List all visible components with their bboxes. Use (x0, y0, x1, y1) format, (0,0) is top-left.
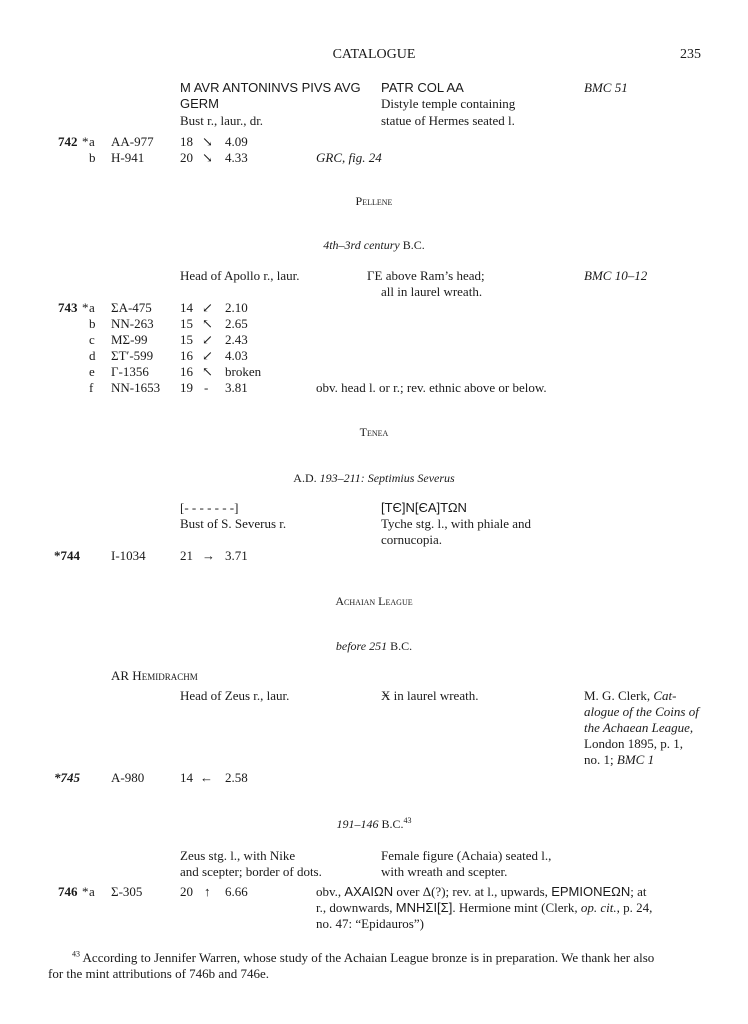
weight: 3.71 (225, 548, 248, 563)
diameter: 14 (180, 300, 193, 315)
weight: 3.81 (225, 380, 248, 395)
diameter: 18 (180, 134, 193, 149)
reference-title: Cat- (653, 688, 677, 703)
diameter: 19 (180, 380, 193, 395)
note-text: ; at (630, 884, 647, 899)
reverse-description-cont: statue of Hermes seated l. (381, 113, 515, 128)
die-axis-icon: ↖ (202, 364, 213, 379)
period-text: 4th–3rd century (323, 238, 400, 252)
catalogue-number: *744 (54, 548, 80, 563)
variant-letter: b (89, 150, 96, 165)
period-era: B.C. (402, 238, 425, 252)
variant-letter: c (89, 332, 95, 347)
period-era: B.C. (390, 639, 413, 653)
section-heading: Achaian League (335, 594, 413, 608)
obverse-legend: [- - - - - - -] (180, 500, 239, 515)
obverse-legend-cont: GERM (180, 96, 219, 111)
diameter: 14 (180, 770, 193, 785)
die-axis-icon: - (204, 380, 209, 395)
weight: 4.33 (225, 150, 248, 165)
section-heading: Tenea (359, 425, 389, 439)
reference: BMC 51 (584, 80, 628, 95)
inventory-number: A-980 (111, 770, 145, 785)
period-heading (0, 470, 748, 486)
weight: 4.03 (225, 348, 248, 363)
inventory-number: NN-263 (111, 316, 154, 331)
reverse-description: Ӿ in laurel wreath. (381, 688, 479, 703)
catalogue-number: 746 (58, 884, 78, 899)
weight: 2.58 (225, 770, 248, 785)
die-axis-icon: ↑ (204, 884, 211, 899)
note-text: . Hermione mint (Clerk, (452, 900, 578, 915)
diameter: 21 (180, 548, 193, 563)
reference-imprint: London 1895, p. 1, (584, 736, 683, 751)
note: GRC, fig. 24 (316, 150, 382, 165)
reference-title-cont: alogue of the Coins of (584, 704, 699, 719)
variant-letter: b (89, 316, 96, 331)
reverse-legend: PATR COL AA (381, 80, 464, 95)
obverse-description: Zeus stg. l., with Nike (180, 848, 296, 863)
reverse-description-cont: cornucopia. (381, 532, 443, 547)
inventory-number: ΣΑ-475 (111, 300, 152, 315)
inventory-number: Σ-305 (111, 884, 143, 899)
obverse-description: Bust r., laur., dr. (180, 113, 264, 128)
period-text: 191–146 (336, 817, 379, 831)
greek-legend: ΑΧΑΙΩΝ (344, 884, 394, 899)
reference-title-cont: the Achaean League, (584, 720, 694, 735)
star-mark: * (82, 134, 89, 149)
inventory-number: AA-977 (111, 134, 154, 149)
period-heading (0, 237, 748, 253)
reverse-description: ΓΕ above Ram’s head; (367, 268, 485, 283)
die-axis-icon: ↙ (202, 332, 213, 347)
variant-letter: d (89, 348, 96, 363)
die-axis-icon: ↘ (202, 150, 213, 165)
die-axis-icon: ← (200, 770, 213, 785)
denomination: AR Hemidrachm (111, 668, 198, 683)
reverse-description: Tyche stg. l., with phiale and (381, 516, 532, 531)
footnote-mark: 43 (72, 949, 80, 959)
reference-line (584, 688, 676, 704)
footnote-line (72, 950, 654, 966)
reference-line (584, 752, 654, 768)
running-title: CATALOGUE (332, 47, 416, 62)
page-number: 235 (680, 47, 701, 62)
weight: 2.43 (225, 332, 248, 347)
catalogue-number: 742 (58, 134, 78, 149)
variant-letter: a (89, 884, 95, 899)
diameter: 15 (180, 332, 193, 347)
obverse-legend: M AVR ANTONINVS PIVS AVG (180, 80, 361, 95)
die-axis-icon: ↘ (202, 134, 213, 149)
inventory-number: NN-1653 (111, 380, 161, 395)
weight: broken (225, 364, 262, 379)
note-text: r., downwards, (316, 900, 393, 915)
catalogue-number: *745 (54, 770, 80, 785)
note-text: obv., (316, 884, 342, 899)
footnote-text: According to Jennifer Warren, whose study of the Achaian League bronze is in preparation. We thank her also (82, 950, 655, 965)
catalogue-number: 743 (58, 300, 78, 315)
diameter: 16 (180, 364, 193, 379)
period-heading (0, 638, 748, 654)
inventory-number: H-941 (111, 150, 145, 165)
note-citation: op. cit. (580, 900, 617, 915)
inventory-number: ΣΤ′-599 (111, 348, 154, 363)
reference-author: M. G. Clerk, (584, 688, 651, 703)
die-axis-icon: ↙ (202, 348, 213, 363)
reverse-description-cont: all in laurel wreath. (381, 284, 483, 299)
footnote-reference[interactable]: 43 (403, 816, 412, 825)
reverse-description: Female figure (Achaia) seated l., (381, 848, 552, 863)
period-heading (0, 816, 748, 832)
weight: 2.65 (225, 316, 248, 331)
obverse-description: Head of Zeus r., laur. (180, 688, 290, 703)
reference-bmc: BMC 1 (616, 752, 655, 767)
star-mark: * (82, 300, 89, 315)
weight: 2.10 (225, 300, 248, 315)
obverse-description: Bust of S. Severus r. (180, 516, 287, 531)
weight: 4.09 (225, 134, 248, 149)
variant-letter: e (89, 364, 95, 379)
diameter: 15 (180, 316, 193, 331)
reverse-description: Distyle temple containing (381, 96, 516, 111)
section-heading: Pellene (355, 194, 393, 208)
period-text: 193–211: Septimius Severus (319, 471, 455, 485)
period-text: before 251 (335, 639, 388, 653)
reference: BMC 10–12 (584, 268, 648, 283)
note-text: no. 47: “Epidauros”) (316, 916, 424, 931)
die-axis-icon: → (202, 548, 215, 563)
inventory-number: Γ-1356 (111, 364, 149, 379)
note-text: over Δ(?); rev. at l., upwards, (396, 884, 548, 899)
obverse-description-cont: and scepter; border of dots. (180, 864, 322, 879)
diameter: 20 (180, 884, 193, 899)
obverse-description: Head of Apollo r., laur. (180, 268, 300, 283)
reference-number: no. 1; (584, 752, 614, 767)
footnote-text-cont: for the mint attributions of 746b and 746e. (48, 966, 269, 981)
die-axis-icon: ↖ (202, 316, 213, 331)
variant-letter: a (89, 300, 95, 315)
die-axis-icon: ↙ (202, 300, 213, 315)
weight: 6.66 (225, 884, 248, 899)
diameter: 20 (180, 150, 193, 165)
note: obv. head l. or r.; rev. ethnic above or below. (316, 380, 547, 395)
variant-letter: a (89, 134, 95, 149)
inventory-number: I-1034 (111, 548, 146, 563)
period-era: A.D. (293, 471, 317, 485)
note-line (316, 900, 652, 916)
diameter: 16 (180, 348, 193, 363)
period-era: B.C. (381, 817, 404, 831)
note-text: , p. 24, (616, 900, 653, 915)
inventory-number: ΜΣ-99 (111, 332, 148, 347)
reverse-legend: [ΤЄ]Ν[ЄΑ]ΤΩΝ (381, 500, 467, 515)
greek-legend: ΜΝΗΣΙ[Σ] (395, 900, 453, 915)
variant-letter: f (89, 380, 94, 395)
greek-legend: ΕΡΜΙΟΝΕΩΝ (551, 884, 631, 899)
reverse-description-cont: with wreath and scepter. (381, 864, 508, 879)
star-mark: * (82, 884, 89, 899)
note-line (316, 884, 647, 900)
